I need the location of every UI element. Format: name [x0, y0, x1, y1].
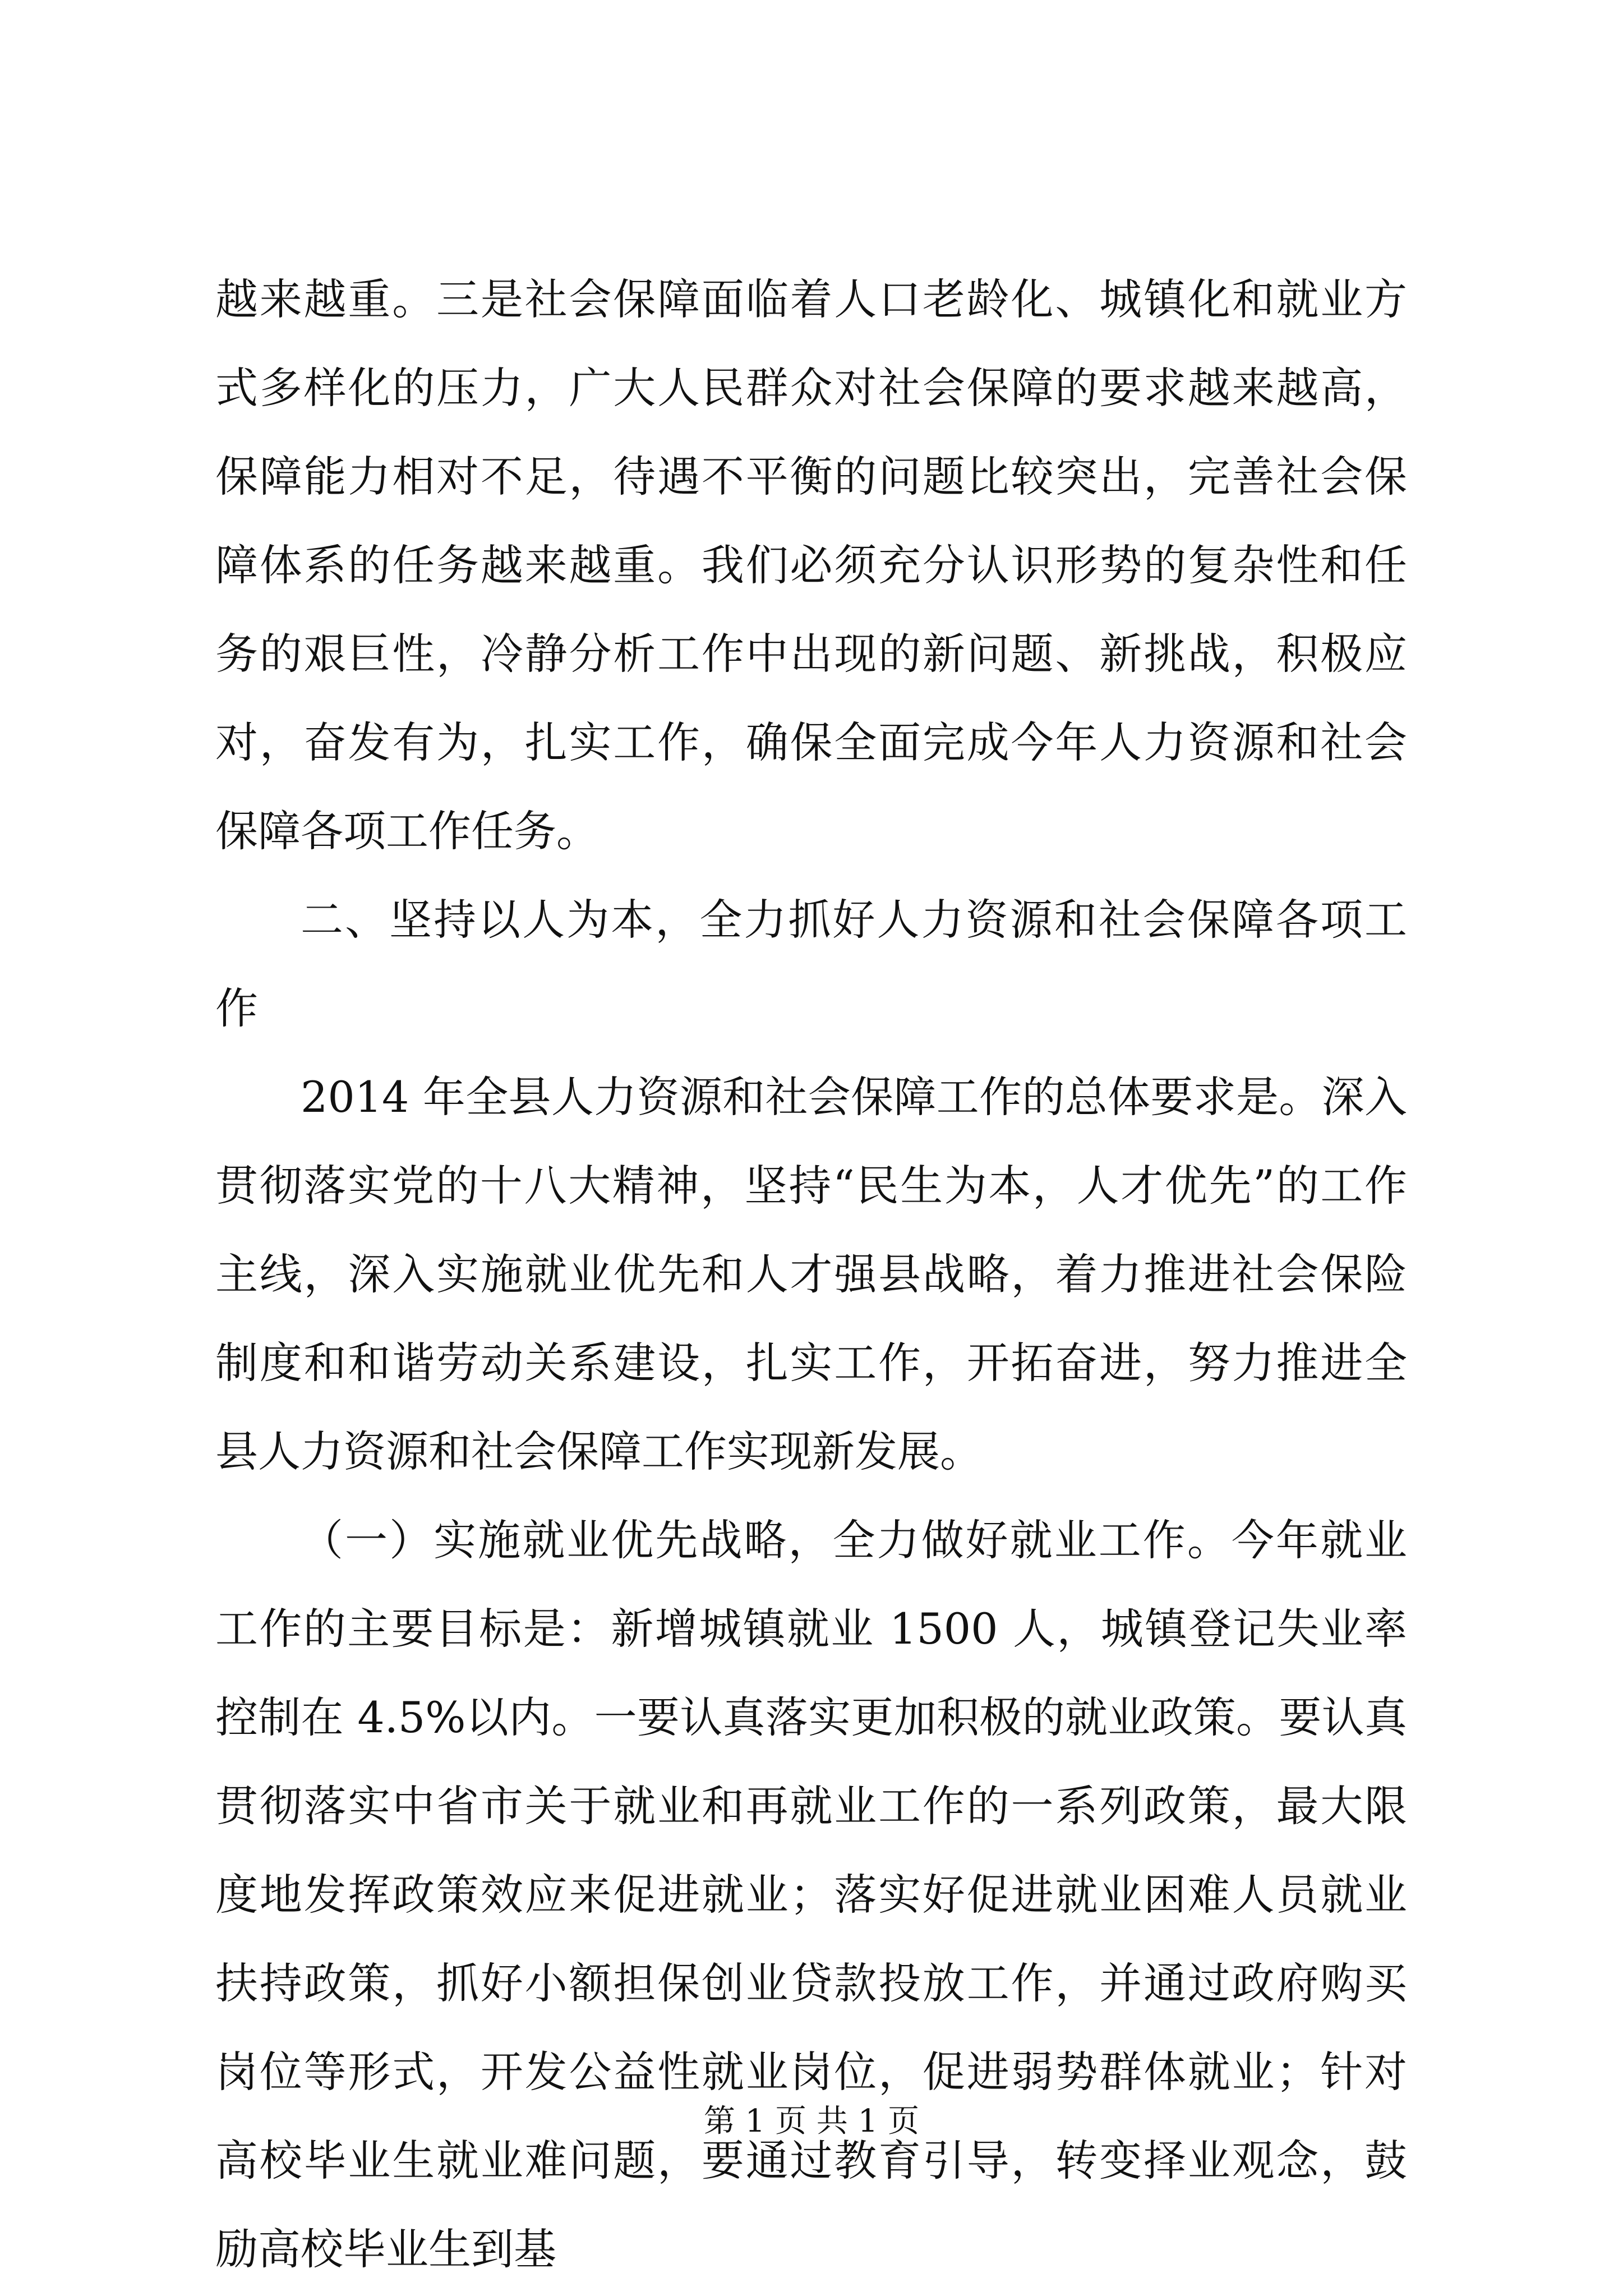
- section-heading: 二、坚持以人为本，全力抓好人力资源和社会保障各项工作: [215, 895, 1407, 1033]
- paragraph-general-requirements: 2014 年全县人力资源和社会保障工作的总体要求是。深入贯彻落实党的十八大精神，坚持“民生为本，人才优先”的工作主线，深入实施就业优先和人才强县战略，着力推进社会保险制度和和谐劳动关系建设，扎实工作，开拓奋进，努力推进全县人力资源和社会保障工作实现新发展。: [215, 1072, 1407, 1476]
- page-footer: 第 1 页 共 1 页: [703, 2103, 920, 2139]
- paragraph-continuation: 越来越重。三是社会保障面临着人口老龄化、城镇化和就业方式多样化的压力，广大人民群众对社会保障的要求越来越高，保障能力相对不足，待遇不平衡的问题比较突出，完善社会保障体系的任务越来越重。我们必须充分认识形势的复杂性和任务的艰巨性，冷静分析工作中出现的新问题、新挑战，积极应对，奋发有为，扎实工作，确保全面完成今年人力资源和社会保障各项工作任务。: [215, 274, 1407, 856]
- document-body: [215, 255, 1407, 2294]
- paragraph-employment-strategy: （一）实施就业优先战略，全力做好就业工作。今年就业工作的主要目标是：新增城镇就业 1500 人，城镇登记失业率控制在 4.5%以内。一要认真落实更加积极的就业政策。要认真贯彻落实中省市关于就业和再就业工作的一系列政策，最大限度地发挥政策效应来促进就业；落实好促进就业困难人员就业扶持政策，抓好小额担保创业贷款投放工作，并通过政府购买岗位等形式，开发公益性就业岗位，促进弱势群体就业；针对高校毕业生就业难问题，要通过教育引导，转变择业观念，鼓励高校毕业生到基: [215, 1515, 1407, 2274]
